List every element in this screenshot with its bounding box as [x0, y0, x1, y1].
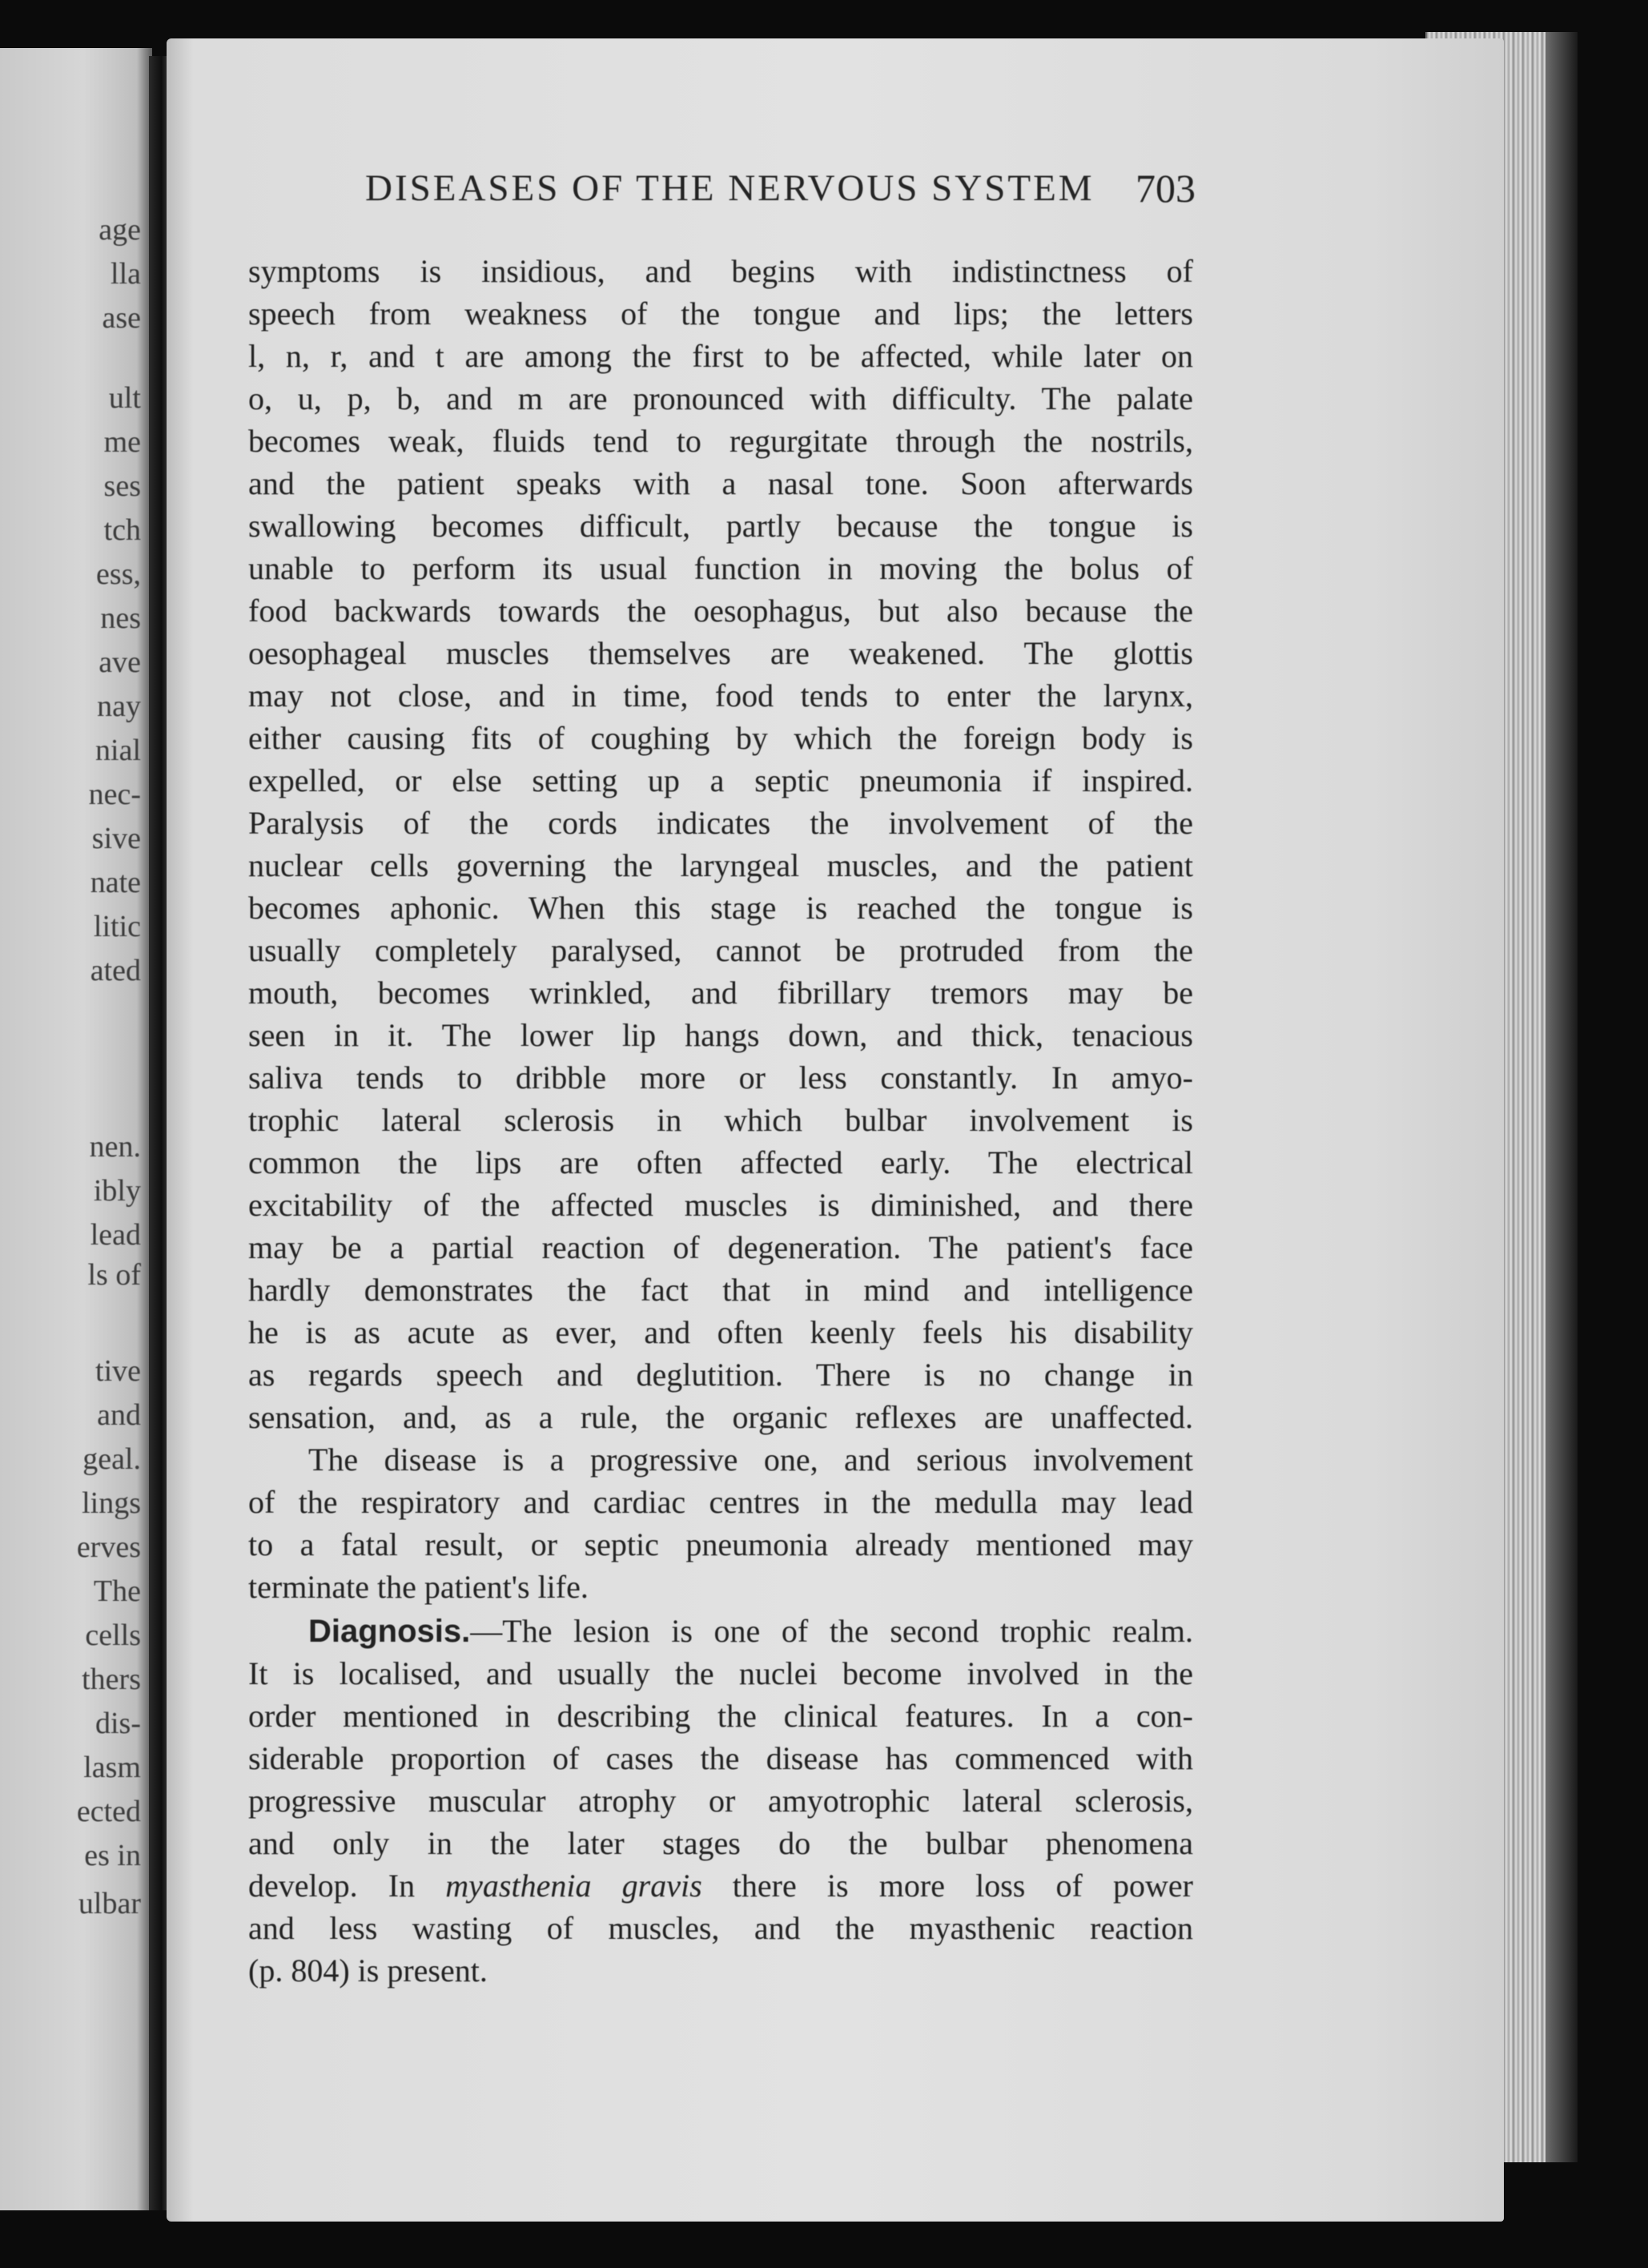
text-line: unable to perform its usual function in moving the bolus of: [248, 550, 1193, 586]
text-line: either causing fits of coughing by which the foreign body is: [248, 720, 1193, 756]
left-page-fragment: tch: [103, 513, 141, 547]
left-page-fragment: es in: [84, 1839, 141, 1872]
text-line: and less wasting of muscles, and the myasthenic reaction: [248, 1910, 1193, 1946]
text-line: he is as acute as ever, and often keenly feels his disability: [248, 1314, 1193, 1350]
text-fragment: develop. In: [248, 1868, 446, 1904]
text-line: becomes aphonic. When this stage is reached the tongue is: [248, 890, 1193, 926]
text-line-with-italic: [248, 1866, 1193, 1906]
text-line: food backwards towards the oesophagus, but also because the: [248, 593, 1193, 629]
text-line: terminate the patient's life.: [248, 1569, 589, 1605]
text-line: The disease is a progressive one, and serious involvement: [308, 1442, 1193, 1478]
text-line: l, n, r, and t are among the first to be affected, while later on: [248, 338, 1193, 374]
left-page-fragment: ected: [76, 1795, 141, 1828]
left-page-fragment: nate: [90, 866, 141, 899]
text-line: o, u, p, b, and m are pronounced with difficulty. The palate: [248, 380, 1193, 416]
left-page-fragment: ibly: [93, 1174, 141, 1208]
left-page-fragment: tive: [95, 1354, 141, 1388]
diagnosis-heading: Diagnosis.: [308, 1614, 471, 1649]
left-page-fragment: nay: [97, 690, 141, 723]
left-page-fragment: nial: [95, 734, 141, 767]
left-page-fragment: me: [103, 425, 141, 459]
left-page-fragment: ess,: [96, 557, 141, 591]
text-line: may not close, and in time, food tends to enter the larynx,: [248, 678, 1193, 714]
text-line: symptoms is insidious, and begins with indistinctness of: [248, 253, 1193, 289]
left-page-fragment: ls of: [87, 1258, 141, 1292]
left-page-fragment: thers: [82, 1663, 141, 1696]
page-number: 703: [1136, 166, 1196, 211]
text-line: speech from weakness of the tongue and lips; the letters: [248, 296, 1193, 332]
left-page-fragment: The: [93, 1574, 141, 1608]
left-page-fragment: nen.: [89, 1130, 141, 1164]
text-line: mouth, becomes wrinkled, and fibrillary tremors may be: [248, 975, 1193, 1011]
text-line: hardly demonstrates the fact that in mind and intelligence: [248, 1272, 1193, 1308]
left-page-fragment: erves: [76, 1530, 141, 1564]
text-line: becomes weak, fluids tend to regurgitate through the nostrils,: [248, 423, 1193, 459]
text-line: may be a partial reaction of degeneration. The patient's face: [248, 1229, 1193, 1265]
text-line: usually completely paralysed, cannot be protruded from the: [248, 932, 1193, 968]
left-page-fragment: geal.: [82, 1442, 141, 1476]
left-page-fragment: nec-: [88, 778, 141, 811]
text-line: expelled, or else setting up a septic pneumonia if inspired.: [248, 762, 1193, 798]
text-line: siderable proportion of cases the disease has commenced with: [248, 1740, 1193, 1776]
text-line: order mentioned in describing the clinical features. In a con-: [248, 1698, 1193, 1734]
left-page-fragment: ses: [103, 469, 141, 503]
text-line: It is localised, and usually the nuclei become involved in the: [248, 1655, 1193, 1691]
text-line: and the patient speaks with a nasal tone. Soon afterwards: [248, 465, 1193, 501]
text-line: progressive muscular atrophy or amyotrophic lateral sclerosis,: [248, 1783, 1193, 1819]
text-line: Paralysis of the cords indicates the involvement of the: [248, 805, 1193, 841]
text-line: seen in it. The lower lip hangs down, and thick, tenacious: [248, 1017, 1193, 1053]
left-page-fragment: ated: [90, 954, 141, 987]
text-fragment: there is more loss of power: [701, 1868, 1193, 1904]
left-page-fragment: dis-: [95, 1707, 141, 1740]
page-edges-shadow: [1546, 32, 1578, 2162]
left-page-fragment: lla: [111, 257, 141, 291]
text-line: to a fatal result, or septic pneumonia already mentioned may: [248, 1526, 1193, 1562]
text-line: trophic lateral sclerosis in which bulbar involvement is: [248, 1102, 1193, 1138]
left-page-fragment: ulbar: [78, 1887, 141, 1920]
text-line: excitability of the affected muscles is diminished, and there: [248, 1187, 1193, 1223]
text-line: common the lips are often affected early. The electrical: [248, 1144, 1193, 1180]
text-line: of the respiratory and cardiac centres in the medulla may lead: [248, 1484, 1193, 1520]
left-page-fragment: lead: [90, 1218, 141, 1252]
text-line: saliva tends to dribble more or less constantly. In amyo-: [248, 1060, 1193, 1096]
left-page-fragment: lings: [82, 1486, 141, 1520]
diagnosis-first-line: [308, 1611, 1193, 1651]
text-line: as regards speech and deglutition. There is no change in: [248, 1357, 1193, 1393]
left-page-fragment: cells: [85, 1619, 141, 1652]
left-page-fragment: ult: [108, 381, 141, 415]
left-page-fragment: nes: [100, 601, 141, 635]
left-page-fragment: age: [98, 213, 141, 247]
text-line: sensation, and, as a rule, the organic reflexes are unaffected.: [248, 1399, 1193, 1435]
text-line: oesophageal muscles themselves are weakened. The glottis: [248, 635, 1193, 671]
left-page-fragment: lasm: [83, 1751, 141, 1784]
left-page-fragment: sive: [91, 822, 141, 855]
italic-term: myasthenia gravis: [445, 1868, 702, 1904]
text-line: and only in the later stages do the bulbar phenomena: [248, 1825, 1193, 1861]
left-page-fragment: ave: [98, 645, 141, 679]
text-line: (p. 804) is present.: [248, 1952, 488, 1989]
left-page-fragment: litic: [93, 910, 141, 943]
left-facing-page: [0, 48, 152, 2210]
left-page-fragment: ase: [102, 301, 141, 335]
diagnosis-first-rest: —The lesion is one of the second trophic realm.: [470, 1613, 1193, 1649]
left-page-fragment: and: [97, 1398, 141, 1432]
text-line: nuclear cells governing the laryngeal muscles, and the patient: [248, 847, 1193, 883]
running-head: DISEASES OF THE NERVOUS SYSTEM: [365, 167, 1095, 209]
text-line: swallowing becomes difficult, partly because the tongue is: [248, 508, 1193, 544]
